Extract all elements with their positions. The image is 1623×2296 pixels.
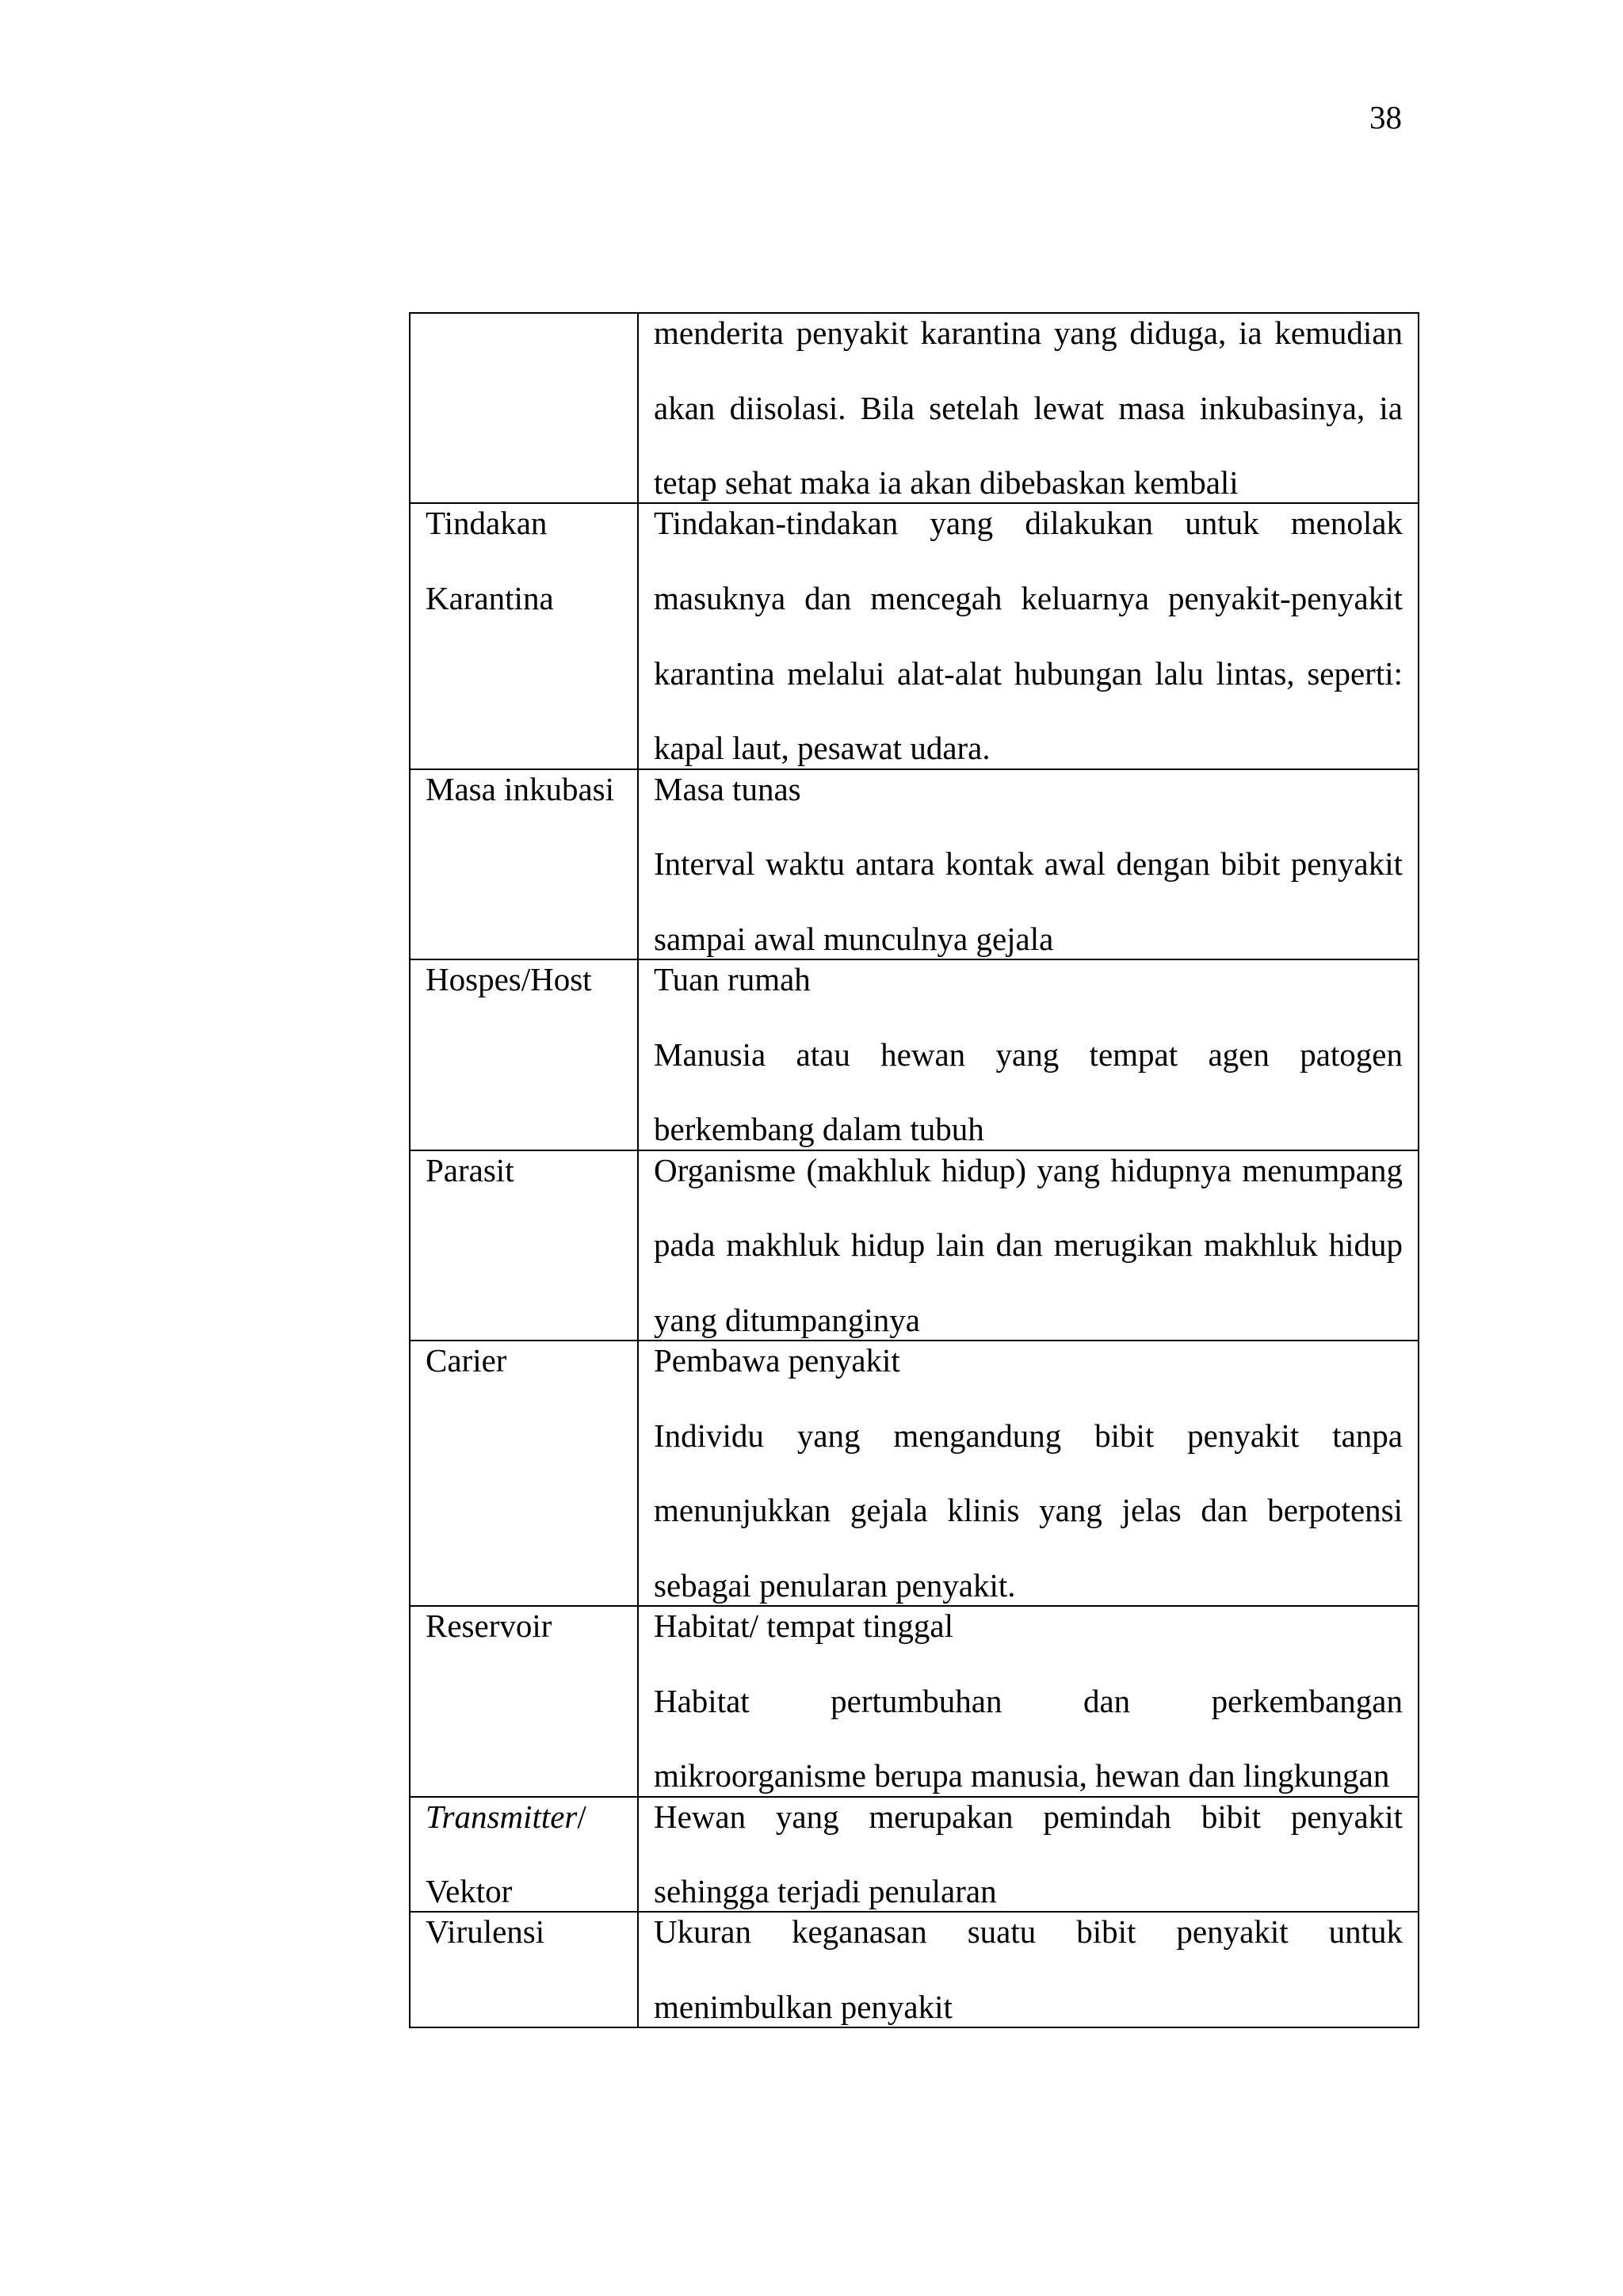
definition-line: menderita penyakit karantina yang diduga, ia kemudian [654, 315, 1403, 351]
definition-line: Interval waktu antara kontak awal dengan bibit penyakit [654, 845, 1403, 883]
definition-line: Masa tunas [654, 770, 801, 807]
definition-paragraph [654, 1913, 1403, 2026]
definition-line: menunjukkan gejala klinis yang jelas dan berpotensi [654, 1492, 1403, 1529]
definition-line: akan diisolasi. Bila setelah lewat masa inkubasinya, ia [654, 389, 1403, 426]
definition-cell [638, 1150, 1419, 1341]
definition-paragraph [654, 1342, 1403, 1379]
definition-cell [638, 503, 1419, 769]
table-row [410, 1797, 1419, 1913]
definition-line: berkembang dalam tubuh [654, 1111, 984, 1148]
table-row [410, 1150, 1419, 1341]
table-row [410, 313, 1419, 503]
definition-paragraph [654, 1036, 1403, 1149]
definition-line: Habitat pertumbuhan dan perkembangan [654, 1682, 1403, 1719]
term-cell [410, 1150, 638, 1341]
definition-cell [638, 959, 1419, 1150]
term-line: Hospes/Host [426, 961, 592, 998]
table-row [410, 1912, 1419, 2027]
definition-cell [638, 1797, 1419, 1913]
definition-line: Ukuran keganasan suatu bibit penyakit untuk [654, 1913, 1403, 1951]
definition-paragraph [654, 1417, 1403, 1604]
term-cell [410, 1797, 638, 1913]
term-line: Parasit [426, 1151, 514, 1188]
term-line [426, 1798, 622, 1836]
definition-line: Organisme (makhluk hidup) yang hidupnya menumpang [654, 1151, 1403, 1188]
term-cell [410, 313, 638, 503]
glossary-table-body [410, 313, 1419, 2027]
term-line: Vektor [426, 1873, 513, 1910]
definition-paragraph [654, 1798, 1403, 1911]
term-cell [410, 503, 638, 769]
definition-cell [638, 1912, 1419, 2027]
definition-line: yang ditumpanginya [654, 1301, 920, 1338]
definition-line: Manusia atau hewan yang tempat agen patogen [654, 1035, 1403, 1073]
table-row [410, 769, 1419, 959]
definition-line: Hewan yang merupakan pemindah bibit penyakit [654, 1798, 1403, 1835]
term-line: Karantina [426, 580, 554, 617]
definition-cell [638, 1341, 1419, 1606]
definition-paragraph [654, 961, 1403, 998]
definition-cell [638, 313, 1419, 503]
definition-line: karantina melalui alat-alat hubungan lalu lintas, seperti: [654, 654, 1403, 692]
definition-line: kapal laut, pesawat udara. [654, 730, 991, 767]
term-line: Masa inkubasi [426, 770, 614, 807]
definition-line: pada makhluk hidup lain dan merugikan makhluk hidup [654, 1226, 1403, 1264]
definition-line: Habitat/ tempat tinggal [654, 1608, 954, 1645]
definition-cell [638, 1606, 1419, 1796]
term-line: Reservoir [426, 1608, 552, 1645]
term-cell [410, 1341, 638, 1606]
definition-paragraph [654, 1152, 1403, 1339]
table-row [410, 503, 1419, 769]
definition-line: Pembawa penyakit [654, 1342, 900, 1379]
definition-paragraph [654, 845, 1403, 958]
definition-paragraph [654, 771, 1403, 808]
definition-line: masuknya dan mencegah keluarnya penyakit-penyakit [654, 580, 1403, 617]
definition-line: sehingga terjadi penularan [654, 1873, 997, 1910]
page-number: 38 [1369, 99, 1402, 135]
term-cell [410, 959, 638, 1150]
definition-line: sebagai penularan penyakit. [654, 1566, 1016, 1604]
table-row [410, 959, 1419, 1150]
term-line: Tindakan [426, 505, 548, 542]
definition-paragraph [654, 315, 1403, 502]
term-cell [410, 1912, 638, 2027]
term-cell [410, 1606, 638, 1796]
definition-line: Tindakan-tindakan yang dilakukan untuk menolak [654, 505, 1403, 542]
table-row [410, 1606, 1419, 1796]
term-text: / [577, 1798, 586, 1835]
term-line: Carier [426, 1342, 507, 1379]
definition-line: tetap sehat maka ia akan dibebaskan kembali [654, 464, 1239, 502]
definition-line: sampai awal munculnya gejala [654, 920, 1054, 957]
term-cell [410, 769, 638, 959]
definition-cell [638, 769, 1419, 959]
term-text-italic: Transmitter [426, 1798, 578, 1835]
definition-line: Tuan rumah [654, 961, 811, 998]
definition-paragraph [654, 1683, 1403, 1795]
definition-paragraph [654, 1608, 1403, 1645]
definition-line: Individu yang mengandung bibit penyakit tanpa [654, 1417, 1403, 1454]
definition-line: mikroorganisme berupa manusia, hewan dan lingkungan [654, 1757, 1390, 1794]
definition-line: menimbulkan penyakit [654, 1989, 953, 2026]
table-row [410, 1341, 1419, 1606]
glossary-table [409, 312, 1419, 2028]
term-line: Virulensi [426, 1913, 545, 1951]
definition-paragraph [654, 505, 1403, 767]
